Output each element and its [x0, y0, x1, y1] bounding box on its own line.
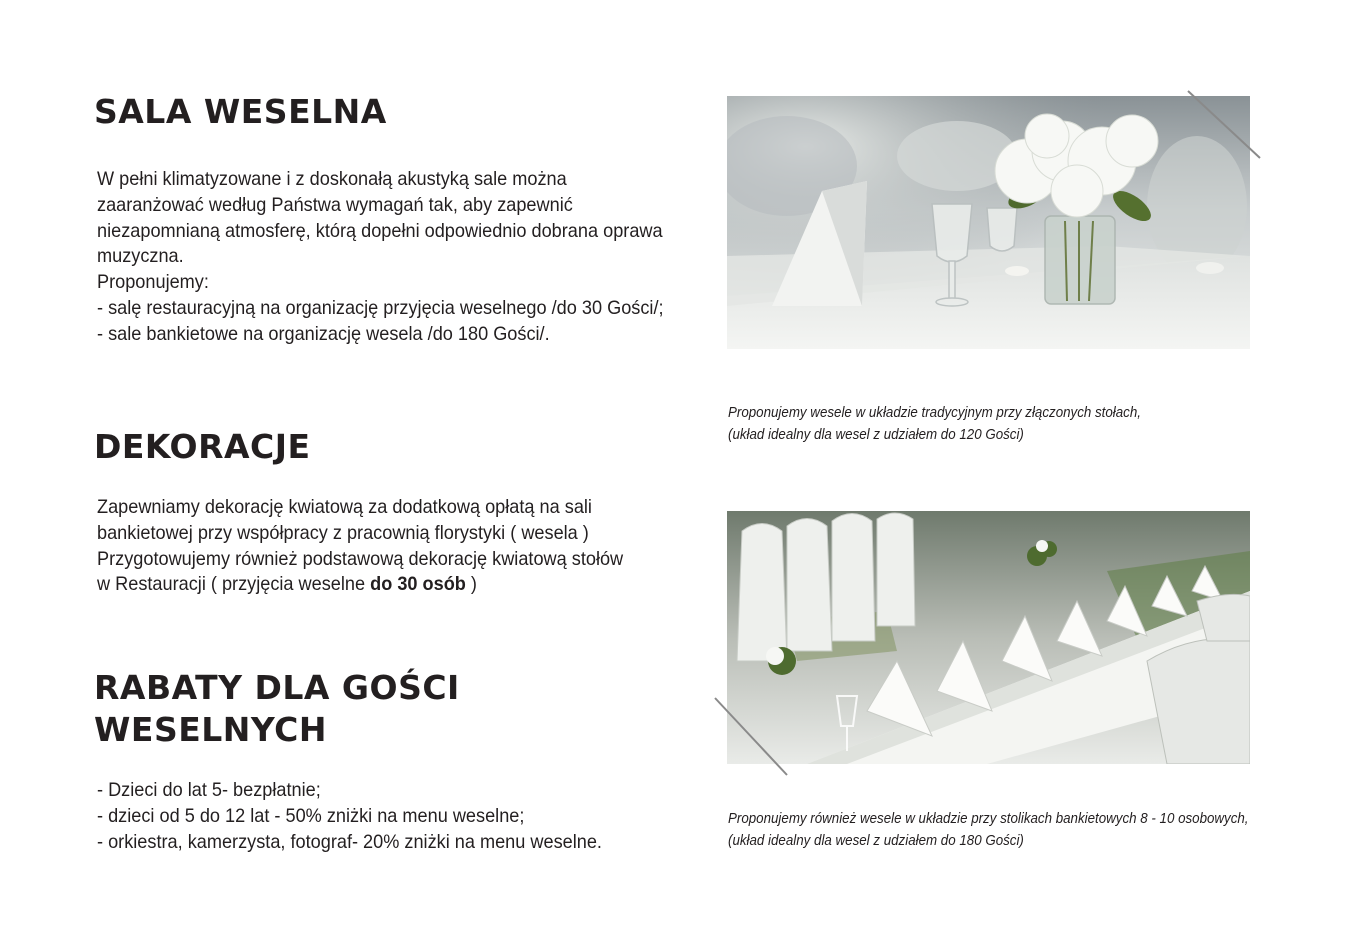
- caption-line: (układ idealny dla wesel z udziałem do 120 Gości): [728, 427, 1024, 443]
- text-line: - Dzieci do lat 5- bezpłatnie;: [97, 779, 321, 801]
- table-flowers-photo: [727, 96, 1250, 349]
- table-flowers-illustration: [727, 96, 1250, 349]
- text-line: - salę restauracyjną na organizację przyjęcia weselnego /do 30 Gości/;: [97, 296, 664, 319]
- heading-line: RABATY DLA GOŚCI: [94, 668, 460, 707]
- photo2-caption: [728, 808, 1249, 852]
- caption-line: Proponujemy wesele w układzie tradycyjnym przy złączonych stołach,: [728, 405, 1141, 421]
- text-line: muzyczna.: [97, 245, 184, 268]
- rabaty-text: [97, 778, 602, 855]
- text-line: W pełni klimatyzowane i z doskonałą akustyką sale można: [97, 168, 567, 190]
- text-line: Zapewniamy dekorację kwiatową za dodatkową opłatą na sali: [97, 496, 592, 518]
- banquet-tables-photo: [727, 511, 1250, 764]
- photo1-caption: [728, 402, 1141, 446]
- text-fragment: w Restauracji ( przyjęcia weselne: [97, 573, 371, 596]
- bold-fragment: do 30 osób: [370, 573, 466, 596]
- text-line: - sale bankietowe na organizację wesela /do 180 Gości/.: [97, 322, 550, 345]
- dekoracje-text: [97, 495, 623, 598]
- caption-line: (układ idealny dla wesel z udziałem do 180 Gości): [728, 833, 1024, 849]
- text-line: Przygotowujemy również podstawową dekorację kwiatową stołów: [97, 547, 624, 570]
- section-heading-sala-weselna: SALA WESELNA: [94, 92, 387, 131]
- text-line: [97, 572, 623, 598]
- decorative-corner-line: [712, 695, 792, 780]
- heading-line: WESELNYCH: [94, 710, 327, 749]
- text-line: - dzieci od 5 do 12 lat - 50% zniżki na menu weselne;: [97, 804, 525, 827]
- sala-weselna-text: [97, 167, 664, 348]
- section-heading-dekoracje: DEKORACJE: [94, 427, 311, 466]
- text-fragment: ): [465, 573, 477, 596]
- section-heading-rabaty: [94, 667, 460, 751]
- text-line: - orkiestra, kamerzysta, fotograf- 20% zniżki na menu weselne.: [97, 830, 602, 853]
- text-line: bankietowej przy współpracy z pracownią florystyki ( wesela ): [97, 521, 589, 544]
- text-line: niezapomnianą atmosferę, którą dopełni odpowiednio dobrana oprawa: [97, 219, 663, 242]
- caption-line: Proponujemy również wesele w układzie przy stolikach bankietowych 8 - 10 osobowych,: [728, 811, 1249, 827]
- text-line: zaaranżować według Państwa wymagań tak, aby zapewnić: [97, 193, 573, 216]
- banquet-tables-illustration: [727, 511, 1250, 764]
- decorative-corner-line: [1185, 88, 1265, 163]
- text-line: Proponujemy:: [97, 271, 209, 294]
